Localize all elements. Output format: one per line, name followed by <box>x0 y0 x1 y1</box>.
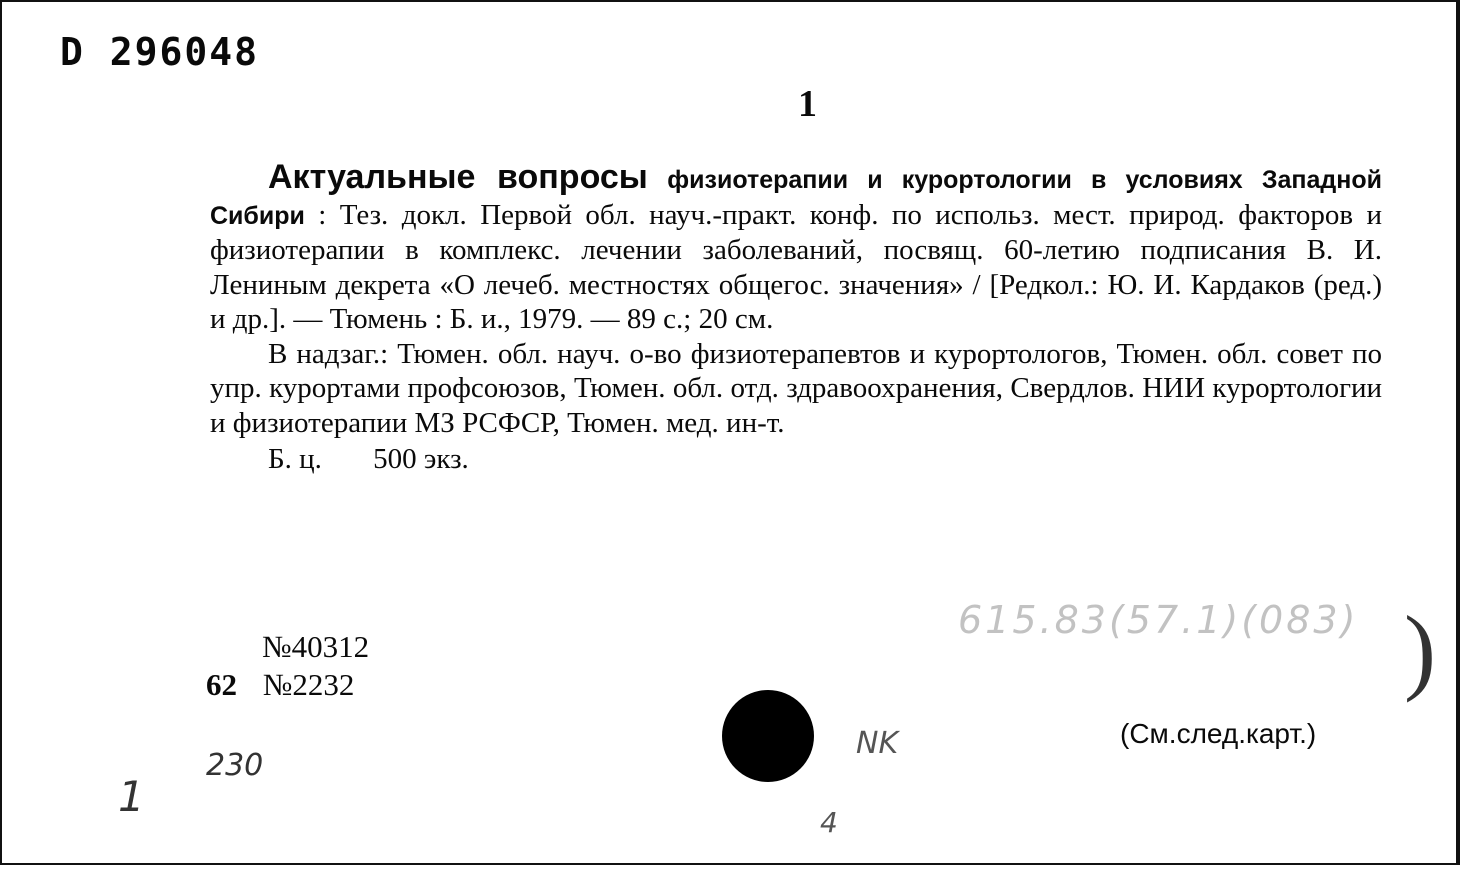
card-sequence-number: 1 <box>798 83 817 125</box>
punch-hole <box>722 690 814 782</box>
registry-numbers <box>206 628 369 704</box>
price: Б. ц. <box>268 443 322 475</box>
title-rest: физиотерапии и курортологии в условиях Западной Сибири <box>210 166 1382 230</box>
price-line <box>210 442 1382 477</box>
copies: 500 экз. <box>373 443 469 475</box>
shelfmark-bracket: ) <box>1404 596 1436 703</box>
handwritten-nk: NK <box>856 726 899 761</box>
continued-note: (См.след.карт.) <box>1120 718 1317 749</box>
registry-prefix: 62 <box>206 667 237 702</box>
handwritten-230: 230 <box>206 748 264 783</box>
entry-note: В надзаг.: Тюмен. обл. науч. о-во физиотерапевтов и курортологов, Тюмен. обл. совет по упр. курортами профсоюзов, Тюмен. обл. отд. здравоохранения, Свердлов. НИИ курортологии и физиотерапии МЗ РСФСР, Тюмен. мед. ин-т. <box>210 337 1382 439</box>
entry-body: : Тез. докл. Первой обл. науч.-практ. конф. по использ. мест. природ. факторов и физиотерапии в комплекс. лечении заболеваний, посвящ. 60-летию подписания В. И. Лениным декрета «О лечеб. местностях общегос. значения» / [Редкол.: Ю. И. Кардаков (ред.) и др.]. — Тюмень : Б. и., 1979. — 89 с.; 20 см. <box>210 198 1382 335</box>
handwritten-shelfmark: 615.83(57.1)(083) <box>958 598 1359 642</box>
handwritten-4: 4 <box>820 806 838 839</box>
entry-main-paragraph <box>210 160 1382 337</box>
title-main: Актуальные вопросы <box>268 158 648 196</box>
registry-number-1: №40312 <box>262 629 370 664</box>
registry-number-2: №2232 <box>262 667 355 702</box>
card-id: D 296048 <box>60 30 260 74</box>
handwritten-1: 1 <box>118 772 145 821</box>
registry-line-2 <box>206 666 369 704</box>
bibliographic-entry <box>210 160 1382 477</box>
